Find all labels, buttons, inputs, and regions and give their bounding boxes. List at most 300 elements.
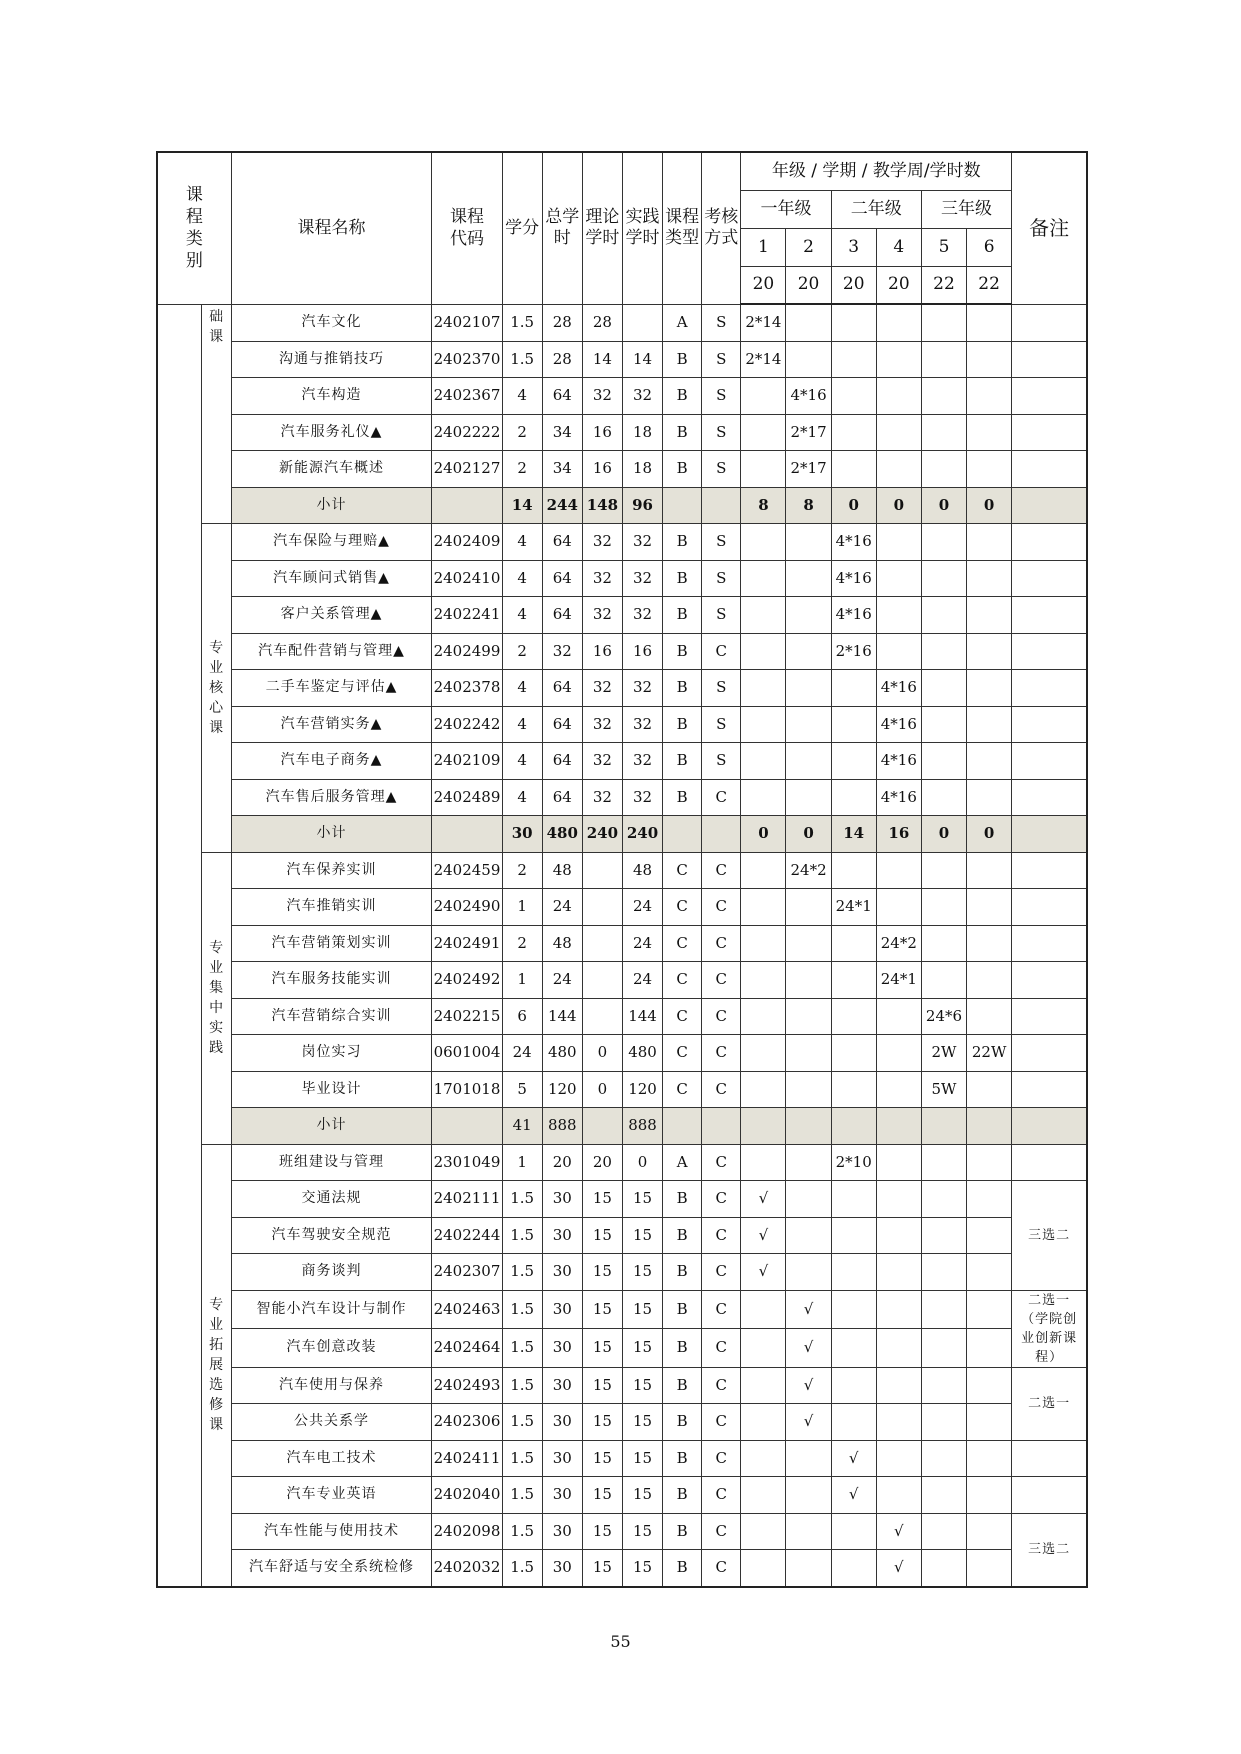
theory-hours: 240 xyxy=(582,816,622,853)
sem-1 xyxy=(741,1108,786,1145)
practice-hours: 14 xyxy=(622,341,662,378)
sem-3 xyxy=(831,998,876,1035)
sem-1 xyxy=(741,743,786,780)
sem-5: 2W xyxy=(921,1035,966,1072)
total-hours: 30 xyxy=(542,1404,582,1441)
course-name: 汽车保险与理赔▲ xyxy=(231,524,432,561)
theory-hours xyxy=(582,1108,622,1145)
course-name: 智能小汽车设计与制作 xyxy=(231,1290,432,1329)
category-elective xyxy=(201,1144,231,1587)
course-name: 汽车顾问式销售▲ xyxy=(231,560,432,597)
header-weeks-4: 20 xyxy=(876,266,921,304)
header-year-3: 三年级 xyxy=(921,190,1011,228)
course-code: 2402244 xyxy=(432,1217,502,1254)
assessment: C xyxy=(702,1144,741,1181)
table-row xyxy=(157,1181,1087,1218)
course-name: 汽车专业英语 xyxy=(231,1477,432,1514)
remark-choose-1-of-2: 二选一 xyxy=(1012,1367,1087,1440)
assessment: C xyxy=(702,1440,741,1477)
sem-5 xyxy=(921,524,966,561)
sem-4: 4*16 xyxy=(876,670,921,707)
credit: 2 xyxy=(502,451,542,488)
sem-4: 4*16 xyxy=(876,706,921,743)
sem-4 xyxy=(876,998,921,1035)
theory-hours: 32 xyxy=(582,378,622,415)
sem-5 xyxy=(921,1367,966,1404)
header-semester-3: 3 xyxy=(831,228,876,266)
assessment: S xyxy=(702,706,741,743)
sem-6 xyxy=(967,670,1012,707)
theory-hours: 0 xyxy=(582,1035,622,1072)
credit: 1.5 xyxy=(502,304,542,341)
sem-5: 0 xyxy=(921,487,966,524)
subtotal-row xyxy=(157,1108,1087,1145)
course-code: 2402107 xyxy=(432,304,502,341)
practice-hours: 0 xyxy=(622,1144,662,1181)
sem-6: 22W xyxy=(967,1035,1012,1072)
sem-5 xyxy=(921,1108,966,1145)
assessment: C xyxy=(702,852,741,889)
credit: 1.5 xyxy=(502,1477,542,1514)
category-practice xyxy=(201,852,231,1144)
sem-2 xyxy=(786,1254,831,1291)
sem-3 xyxy=(831,925,876,962)
practice-hours: 120 xyxy=(622,1071,662,1108)
practice-hours: 15 xyxy=(622,1404,662,1441)
sem-3 xyxy=(831,451,876,488)
sem-6: 0 xyxy=(967,487,1012,524)
sem-3 xyxy=(831,1254,876,1291)
credit: 1.5 xyxy=(502,1329,542,1368)
assessment: S xyxy=(702,304,741,341)
table-row xyxy=(157,1290,1087,1329)
sem-4 xyxy=(876,560,921,597)
course-type: B xyxy=(663,414,702,451)
assessment: S xyxy=(702,670,741,707)
sem-1 xyxy=(741,1290,786,1329)
course-code: 2402307 xyxy=(432,1254,502,1291)
sem-5 xyxy=(921,962,966,999)
sem-4 xyxy=(876,1477,921,1514)
page-number: 55 xyxy=(610,1632,631,1651)
sem-1 xyxy=(741,451,786,488)
remark-cell xyxy=(1012,597,1087,634)
remark-cell xyxy=(1012,304,1087,341)
sem-4 xyxy=(876,1440,921,1477)
sem-2 xyxy=(786,706,831,743)
theory-hours: 15 xyxy=(582,1290,622,1329)
sem-5 xyxy=(921,925,966,962)
sem-4 xyxy=(876,378,921,415)
sem-2 xyxy=(786,1144,831,1181)
sem-2 xyxy=(786,925,831,962)
course-type: B xyxy=(663,1367,702,1404)
remark-choose-1-of-2-innovation: 二选一（学院创业创新课程） xyxy=(1012,1290,1087,1367)
assessment: C xyxy=(702,1404,741,1441)
sem-2 xyxy=(786,889,831,926)
credit: 4 xyxy=(502,706,542,743)
course-type: B xyxy=(663,1404,702,1441)
theory-hours: 15 xyxy=(582,1367,622,1404)
course-type: C xyxy=(663,1071,702,1108)
credit: 1 xyxy=(502,962,542,999)
sem-5 xyxy=(921,633,966,670)
sem-1 xyxy=(741,1404,786,1441)
course-plan-table xyxy=(156,151,1088,1588)
category-label: 础课 xyxy=(209,308,224,345)
sem-6 xyxy=(967,451,1012,488)
total-hours: 64 xyxy=(542,743,582,780)
course-name: 小计 xyxy=(231,816,432,853)
sem-2 xyxy=(786,304,831,341)
sem-2: √ xyxy=(786,1329,831,1368)
total-hours: 28 xyxy=(542,304,582,341)
sem-3 xyxy=(831,1035,876,1072)
header-course-name: 课程名称 xyxy=(231,152,432,304)
sem-6 xyxy=(967,1329,1012,1368)
sem-3 xyxy=(831,962,876,999)
course-type xyxy=(663,487,702,524)
remark-cell xyxy=(1012,560,1087,597)
table-row xyxy=(157,1144,1087,1181)
sem-3: 4*16 xyxy=(831,524,876,561)
course-name: 汽车构造 xyxy=(231,378,432,415)
credit: 4 xyxy=(502,743,542,780)
sem-6 xyxy=(967,1217,1012,1254)
assessment: S xyxy=(702,743,741,780)
sem-6 xyxy=(967,1477,1012,1514)
sem-5 xyxy=(921,597,966,634)
theory-hours: 15 xyxy=(582,1329,622,1368)
credit: 41 xyxy=(502,1108,542,1145)
total-hours: 30 xyxy=(542,1550,582,1587)
theory-hours: 15 xyxy=(582,1550,622,1587)
total-hours: 28 xyxy=(542,341,582,378)
sem-4 xyxy=(876,633,921,670)
theory-hours: 14 xyxy=(582,341,622,378)
sem-5 xyxy=(921,706,966,743)
sem-2 xyxy=(786,633,831,670)
sem-4: 24*1 xyxy=(876,962,921,999)
course-code: 0601004 xyxy=(432,1035,502,1072)
course-type: A xyxy=(663,304,702,341)
credit: 14 xyxy=(502,487,542,524)
sem-6 xyxy=(967,1513,1012,1550)
total-hours: 32 xyxy=(542,633,582,670)
course-name: 小计 xyxy=(231,1108,432,1145)
sem-5 xyxy=(921,1550,966,1587)
remark-cell xyxy=(1012,487,1087,524)
table-row xyxy=(157,779,1087,816)
theory-hours: 15 xyxy=(582,1513,622,1550)
table-row xyxy=(157,706,1087,743)
remark-cell xyxy=(1012,816,1087,853)
sem-4 xyxy=(876,414,921,451)
sem-4: 4*16 xyxy=(876,743,921,780)
header-course-code: 课程代码 xyxy=(432,152,502,304)
course-code: 2402459 xyxy=(432,852,502,889)
sem-2: √ xyxy=(786,1290,831,1329)
sem-5 xyxy=(921,743,966,780)
course-name: 公共关系学 xyxy=(231,1404,432,1441)
theory-hours xyxy=(582,852,622,889)
table-row xyxy=(157,1329,1087,1368)
remark-cell xyxy=(1012,889,1087,926)
assessment: C xyxy=(702,925,741,962)
credit: 4 xyxy=(502,597,542,634)
practice-hours: 24 xyxy=(622,962,662,999)
credit: 1.5 xyxy=(502,1404,542,1441)
sem-6 xyxy=(967,1144,1012,1181)
sem-3 xyxy=(831,743,876,780)
credit: 1.5 xyxy=(502,1181,542,1218)
credit: 2 xyxy=(502,633,542,670)
assessment xyxy=(702,816,741,853)
course-type: B xyxy=(663,597,702,634)
remark-cell xyxy=(1012,1440,1087,1477)
sem-6 xyxy=(967,304,1012,341)
sem-3 xyxy=(831,304,876,341)
assessment: S xyxy=(702,414,741,451)
course-name: 汽车性能与使用技术 xyxy=(231,1513,432,1550)
table-row xyxy=(157,962,1087,999)
course-name: 汽车营销策划实训 xyxy=(231,925,432,962)
sem-3 xyxy=(831,1367,876,1404)
sem-2 xyxy=(786,670,831,707)
assessment: C xyxy=(702,1181,741,1218)
theory-hours: 15 xyxy=(582,1440,622,1477)
total-hours: 64 xyxy=(542,524,582,561)
theory-hours xyxy=(582,962,622,999)
course-code: 2402109 xyxy=(432,743,502,780)
sem-5: 5W xyxy=(921,1071,966,1108)
total-hours: 244 xyxy=(542,487,582,524)
total-hours: 30 xyxy=(542,1513,582,1550)
practice-hours: 32 xyxy=(622,378,662,415)
course-type: B xyxy=(663,1513,702,1550)
total-hours: 480 xyxy=(542,816,582,853)
course-type: B xyxy=(663,1477,702,1514)
total-hours: 30 xyxy=(542,1290,582,1329)
practice-hours: 144 xyxy=(622,998,662,1035)
credit: 4 xyxy=(502,560,542,597)
practice-hours xyxy=(622,304,662,341)
course-type xyxy=(663,1108,702,1145)
assessment: C xyxy=(702,1550,741,1587)
total-hours: 64 xyxy=(542,706,582,743)
sem-4 xyxy=(876,889,921,926)
course-code: 2301049 xyxy=(432,1144,502,1181)
category-label: 专业集中实践 xyxy=(209,940,224,1056)
sem-5 xyxy=(921,451,966,488)
sem-4 xyxy=(876,852,921,889)
sem-4 xyxy=(876,1035,921,1072)
course-type: C xyxy=(663,1035,702,1072)
sem-1 xyxy=(741,378,786,415)
sem-4: √ xyxy=(876,1550,921,1587)
theory-hours: 32 xyxy=(582,743,622,780)
table-row xyxy=(157,1513,1087,1550)
sem-6 xyxy=(967,962,1012,999)
course-name: 汽车服务技能实训 xyxy=(231,962,432,999)
assessment: C xyxy=(702,962,741,999)
sem-1 xyxy=(741,998,786,1035)
credit: 1 xyxy=(502,1144,542,1181)
total-hours: 144 xyxy=(542,998,582,1035)
sem-2 xyxy=(786,1440,831,1477)
sem-6 xyxy=(967,1181,1012,1218)
total-hours: 48 xyxy=(542,925,582,962)
sem-2: 0 xyxy=(786,816,831,853)
remark-cell xyxy=(1012,670,1087,707)
credit: 1 xyxy=(502,889,542,926)
sem-5 xyxy=(921,889,966,926)
sem-6 xyxy=(967,852,1012,889)
sem-3 xyxy=(831,670,876,707)
sem-5 xyxy=(921,1513,966,1550)
sem-4 xyxy=(876,451,921,488)
remark-cell xyxy=(1012,1144,1087,1181)
practice-hours: 15 xyxy=(622,1181,662,1218)
sem-4: 24*2 xyxy=(876,925,921,962)
sem-3: √ xyxy=(831,1440,876,1477)
sem-1 xyxy=(741,1477,786,1514)
header-weeks-1: 20 xyxy=(741,266,786,304)
theory-hours: 0 xyxy=(582,1071,622,1108)
sem-1 xyxy=(741,1367,786,1404)
total-hours: 888 xyxy=(542,1108,582,1145)
sem-1: √ xyxy=(741,1254,786,1291)
sem-5 xyxy=(921,1329,966,1368)
course-code: 2402409 xyxy=(432,524,502,561)
total-hours: 64 xyxy=(542,378,582,415)
course-code: 2402367 xyxy=(432,378,502,415)
table-row xyxy=(157,1035,1087,1072)
sem-6 xyxy=(967,597,1012,634)
remark-cell xyxy=(1012,743,1087,780)
sem-5 xyxy=(921,560,966,597)
sem-1 xyxy=(741,1329,786,1368)
practice-hours: 15 xyxy=(622,1290,662,1329)
sem-3: 2*10 xyxy=(831,1144,876,1181)
course-name: 小计 xyxy=(231,487,432,524)
table-row xyxy=(157,414,1087,451)
credit: 1.5 xyxy=(502,1513,542,1550)
course-type: C xyxy=(663,852,702,889)
course-name: 二手车鉴定与评估▲ xyxy=(231,670,432,707)
sem-5 xyxy=(921,1254,966,1291)
subtotal-row xyxy=(157,816,1087,853)
course-code: 2402215 xyxy=(432,998,502,1035)
credit: 30 xyxy=(502,816,542,853)
header-practice-hours: 实践学时 xyxy=(622,152,662,304)
sem-5 xyxy=(921,1144,966,1181)
sem-3 xyxy=(831,1513,876,1550)
remark-cell xyxy=(1012,925,1087,962)
theory-hours: 16 xyxy=(582,633,622,670)
practice-hours: 32 xyxy=(622,779,662,816)
credit: 1.5 xyxy=(502,1367,542,1404)
remark-cell xyxy=(1012,1035,1087,1072)
sem-4 xyxy=(876,304,921,341)
theory-hours: 20 xyxy=(582,1144,622,1181)
sem-1 xyxy=(741,670,786,707)
remark-cell xyxy=(1012,524,1087,561)
table-row xyxy=(157,341,1087,378)
sem-2 xyxy=(786,779,831,816)
practice-hours: 15 xyxy=(622,1513,662,1550)
remark-cell xyxy=(1012,1108,1087,1145)
practice-hours: 24 xyxy=(622,889,662,926)
sem-4 xyxy=(876,524,921,561)
sem-3 xyxy=(831,1404,876,1441)
theory-hours: 15 xyxy=(582,1217,622,1254)
sem-6 xyxy=(967,706,1012,743)
total-hours: 30 xyxy=(542,1367,582,1404)
table-row xyxy=(157,1404,1087,1441)
course-code: 2402411 xyxy=(432,1440,502,1477)
credit: 1.5 xyxy=(502,341,542,378)
credit: 2 xyxy=(502,414,542,451)
sem-6: 0 xyxy=(967,816,1012,853)
total-hours: 20 xyxy=(542,1144,582,1181)
sem-2 xyxy=(786,1477,831,1514)
sem-6 xyxy=(967,524,1012,561)
table-row xyxy=(157,852,1087,889)
sem-3 xyxy=(831,706,876,743)
sem-1 xyxy=(741,414,786,451)
sem-3: 24*1 xyxy=(831,889,876,926)
sem-1: √ xyxy=(741,1217,786,1254)
course-type xyxy=(663,816,702,853)
table-row xyxy=(157,1477,1087,1514)
course-type: B xyxy=(663,1181,702,1218)
sem-2 xyxy=(786,1108,831,1145)
sem-1: 8 xyxy=(741,487,786,524)
header-year-1: 一年级 xyxy=(741,190,831,228)
course-name: 汽车推销实训 xyxy=(231,889,432,926)
course-code: 2402489 xyxy=(432,779,502,816)
sem-2 xyxy=(786,560,831,597)
remark-cell xyxy=(1012,341,1087,378)
course-name: 沟通与推销技巧 xyxy=(231,341,432,378)
course-code: 2402242 xyxy=(432,706,502,743)
practice-hours: 240 xyxy=(622,816,662,853)
credit: 1.5 xyxy=(502,1550,542,1587)
sem-6 xyxy=(967,1290,1012,1329)
table-row xyxy=(157,560,1087,597)
table-row xyxy=(157,1071,1087,1108)
sem-4 xyxy=(876,1290,921,1329)
sem-2: 2*17 xyxy=(786,451,831,488)
sem-2: 8 xyxy=(786,487,831,524)
header-weeks-5: 22 xyxy=(921,266,966,304)
sem-1 xyxy=(741,597,786,634)
table-row xyxy=(157,524,1087,561)
sem-3 xyxy=(831,341,876,378)
total-hours: 120 xyxy=(542,1071,582,1108)
sem-3: √ xyxy=(831,1477,876,1514)
theory-hours: 28 xyxy=(582,304,622,341)
sem-6 xyxy=(967,633,1012,670)
sem-6 xyxy=(967,1367,1012,1404)
sem-5 xyxy=(921,414,966,451)
course-type: B xyxy=(663,1254,702,1291)
course-code: 2402491 xyxy=(432,925,502,962)
theory-hours: 15 xyxy=(582,1181,622,1218)
credit: 1.5 xyxy=(502,1290,542,1329)
total-hours: 64 xyxy=(542,779,582,816)
